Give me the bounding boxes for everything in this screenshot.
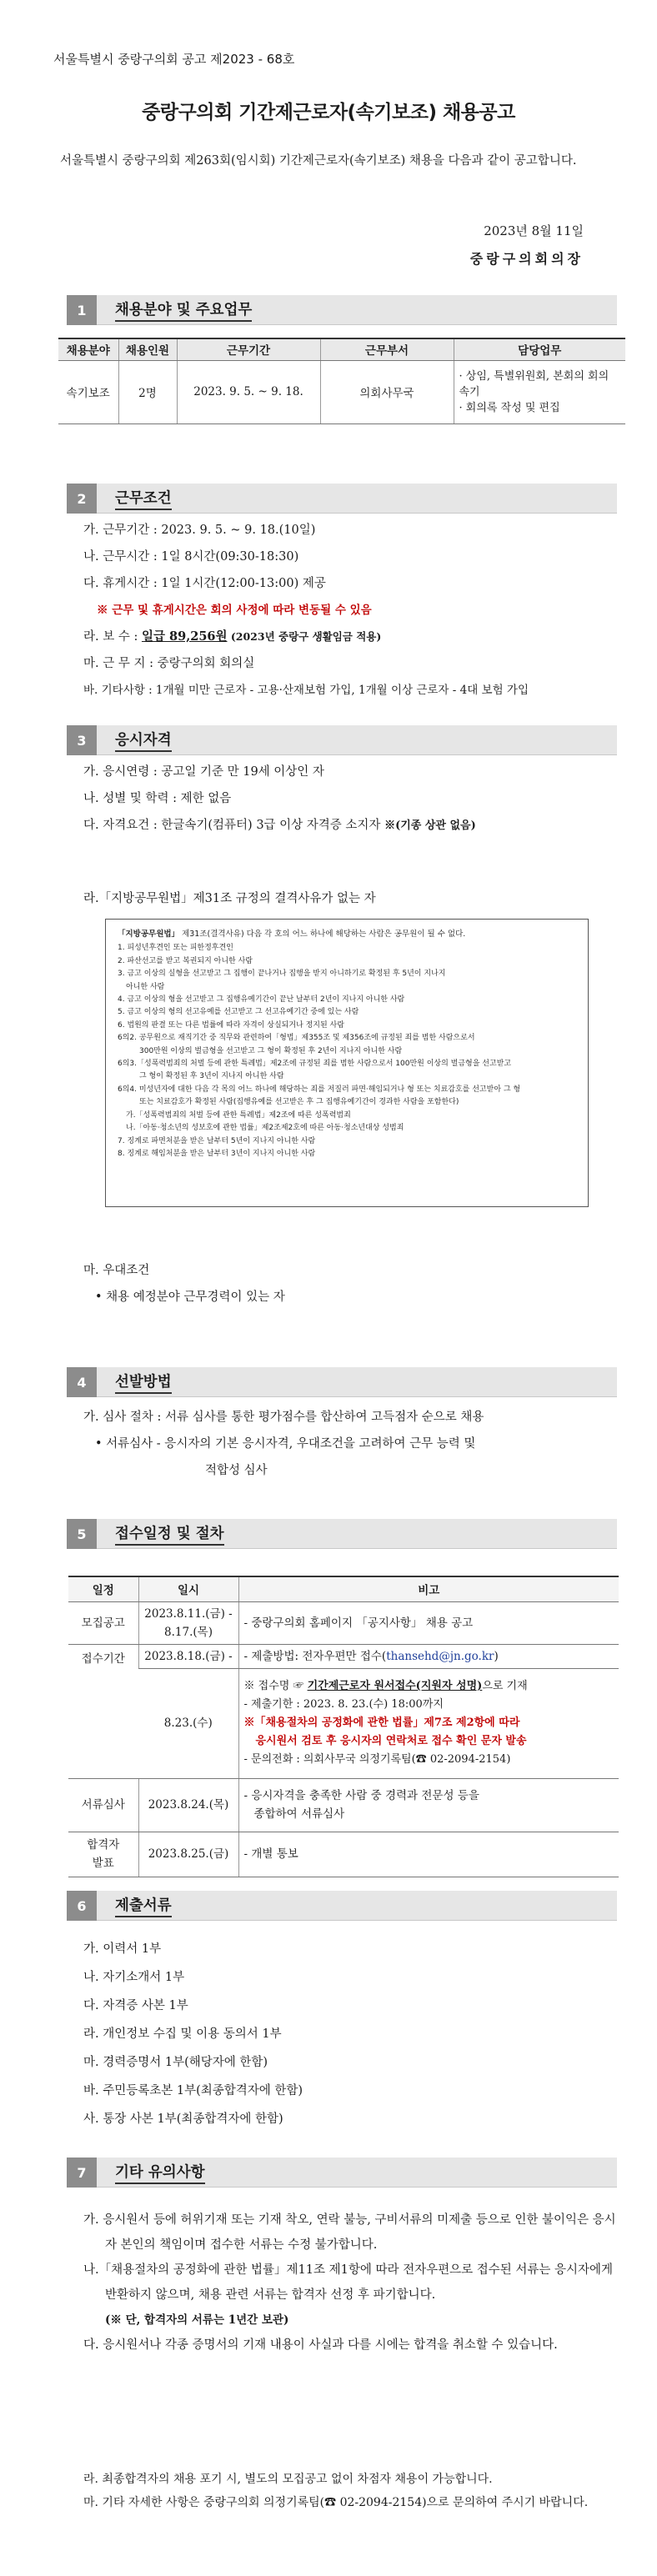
col-header: 비고 xyxy=(238,1576,619,1601)
condition-pay xyxy=(83,624,617,650)
list-item: 가.「성폭력범죄의 처벌 등에 관한 특례법」제2조에 따른 성폭력범죄 xyxy=(126,1110,351,1120)
cell-note: - 개별 통보 xyxy=(238,1832,619,1877)
list-item: 아니한 사람 xyxy=(126,982,165,991)
section-title: 접수일정 및 절차 xyxy=(115,1522,224,1546)
section-title: 근무조건 xyxy=(115,487,172,510)
col-header: 일시 xyxy=(138,1576,238,1601)
section-header-1 xyxy=(67,295,617,325)
cell-date: 2023.8.25.(금) xyxy=(138,1832,238,1877)
list-item: 4. 금고 이상의 형을 선고받고 그 집행유예기간이 끝난 날부터 2년이 지나지 아니한 사람 xyxy=(118,995,405,1005)
list-item: 6의4. 미성년자에 대한 다음 각 목의 어느 하나에 해당하는 죄를 저질러 파면·해임되거나 형 또는 치료감호를 선고받아 그 형 xyxy=(118,1085,521,1094)
qual-preferred-item: • 채용 예정분야 근무경력이 있는 자 xyxy=(95,1291,285,1304)
date-start: 2023.8.11.(금) - xyxy=(144,1606,233,1621)
note-item: 나.「채용절차의 공정화에 관한 법률」제11조 제1항에 따라 전자우편으로 접수된 서류는 응시자에게 반환하지 않으며, 채용 관련 서류는 합격자 선정 후 파기합니다. xyxy=(83,2263,614,2302)
list-item: 1. 피성년후견인 또는 피한정후견인 xyxy=(118,944,233,953)
list-item: 그 형이 확정된 후 3년이 지나지 아니한 사람 xyxy=(139,1072,284,1081)
list-item: 가. 이력서 1부 xyxy=(83,1942,162,1956)
condition-break: 다. 휴게시간 : 1일 1시간(12:00-13:00) 제공 xyxy=(83,577,326,590)
col-header: 근무기간 xyxy=(177,338,320,360)
col-header: 근무부서 xyxy=(320,338,454,360)
schedule-table xyxy=(68,1576,619,1877)
section-number: 1 xyxy=(67,295,97,325)
condition-etc: 바. 기타사항 : 1개월 미만 근로자 - 고용·산재보험 가입, 1개월 이상 근로자 - 4대 보험 가입 xyxy=(83,684,529,697)
cell-date xyxy=(138,1601,238,1644)
col-header: 담당업무 xyxy=(454,338,625,360)
qual-preferred: 마. 우대조건 xyxy=(83,1264,150,1277)
condition-hours: 나. 근무시간 : 1일 8시간(09:30-18:30) xyxy=(83,550,299,564)
issuer: 중랑구의회의장 xyxy=(469,251,584,267)
intro-paragraph: 서울특별시 중랑구의회 제263회(임시회) 기간제근로자(속기보조) 채용을 다음과 같이 공고합니다. xyxy=(60,154,577,168)
note-item: 가. 응시원서 등에 허위기재 또는 기재 착오, 연락 불능, 구비서류의 미제출 등으로 인한 불이익은 응시자 본인의 책임이며 접수한 서류는 수정 불가합니다. xyxy=(83,2213,616,2252)
list-item: 8. 징계로 해임처분을 받은 날부터 3년이 지나지 아니한 사람 xyxy=(118,1149,316,1158)
cell-dept: 의회사무국 xyxy=(320,360,454,423)
cell-date: 2023.8.18.(금) - xyxy=(138,1644,238,1668)
table-row xyxy=(58,360,625,423)
list-item: 마. 경력증명서 1부(해당자에 한함) xyxy=(83,2056,268,2069)
pay-note: (2023년 중랑구 생활임금 적용) xyxy=(227,630,382,643)
col-header: 채용인원 xyxy=(118,338,177,360)
section-header-3 xyxy=(67,725,617,755)
selection-process: 가. 심사 절차 : 서류 심사를 통한 평가점수를 합산하여 고득점자 순으로 채용 xyxy=(83,1411,484,1424)
section-number: 5 xyxy=(67,1519,97,1549)
cell-date: 8.23.(수) xyxy=(138,1668,238,1778)
section-number: 7 xyxy=(67,2158,97,2188)
condition-note: ※ 근무 및 휴게시간은 회의 사정에 따라 변동될 수 있음 xyxy=(97,604,372,617)
document-title: 중랑구의회 기간제근로자(속기보조) 채용공고 xyxy=(142,102,515,123)
section-header-5 xyxy=(67,1519,617,1549)
note-text: ※ 접수명 ☞ xyxy=(243,1680,308,1692)
qual-disqualification: 라.「지방공무원법」제31조 규정의 결격사유가 없는 자 xyxy=(83,892,376,905)
note-line xyxy=(244,1677,614,1696)
cell-note xyxy=(238,1778,619,1832)
cell-stage: 모집공고 xyxy=(68,1601,138,1644)
law-article: 제31조(결격사유) 다음 각 호의 어느 하나에 해당하는 사람은 공무원이 될 수 없다. xyxy=(179,930,466,939)
selection-document-review-cont: 적합성 심사 xyxy=(205,1464,268,1477)
list-item: 6. 법원의 판결 또는 다른 법률에 따라 자격이 상실되거나 정지된 사람 xyxy=(118,1020,344,1030)
note-line: - 문의전화 : 의회사무국 의정기록팀(☎ 02-2094-2154) xyxy=(243,1753,511,1766)
list-item: 또는 치료감호가 확정된 사람(집행유예를 선고받은 후 그 집행유예기간이 경과한 사람을 포함한다) xyxy=(139,1098,459,1107)
section-title: 선발방법 xyxy=(115,1371,172,1394)
list-item: 사. 통장 사본 1부(최종합격자에 한함) xyxy=(83,2112,283,2126)
note-line: - 응시자격을 충족한 사람 중 경력과 전문성 등을 xyxy=(243,1789,479,1802)
section-header-6 xyxy=(67,1891,617,1921)
note-item-emphasis: (※ 단, 합격자의 서류는 1년간 보관) xyxy=(105,2313,289,2327)
cell-stage: 접수기간 xyxy=(68,1644,138,1778)
work-conditions xyxy=(83,517,617,704)
note-line: - 제출기한 : 2023. 8. 23.(수) 18:00까지 xyxy=(243,1698,444,1711)
list-item: 6의2. 공무원으로 재직기간 중 직무와 관련하여「형법」제355조 및 제356조에 규정된 죄를 범한 사람으로서 xyxy=(118,1034,475,1043)
list-item: 나. 자기소개서 1부 xyxy=(83,1971,185,1984)
table-row xyxy=(68,1668,619,1778)
section-number: 4 xyxy=(67,1367,97,1397)
subject-format: 기간제근로자 원서접수(지원자 성명) xyxy=(307,1680,483,1692)
table-row xyxy=(68,1832,619,1877)
cell-note xyxy=(238,1668,619,1778)
table-row xyxy=(68,1601,619,1644)
note-line: 응시원서 검토 후 응시자의 연락처로 접수 확인 문자 발송 xyxy=(255,1735,527,1747)
note-line: ※「채용절차의 공정화에 관한 법률」제7조 제2항에 따라 xyxy=(243,1716,520,1729)
pay-label: 라. 보 수 : xyxy=(83,630,142,644)
disqualification-box xyxy=(105,919,589,1207)
list-item: 3. 금고 이상의 실형을 선고받고 그 집행이 끝나거나 집행을 받지 아니하기로 확정된 후 5년이 지나지 xyxy=(118,970,446,979)
other-notes-2 xyxy=(83,2468,617,2514)
license-text: 다. 자격요건 : 한글속기(컴퓨터) 3급 이상 자격증 소지자 xyxy=(83,819,385,832)
note-text: ) xyxy=(494,1649,499,1663)
note-line: 종합하여 서류심사 xyxy=(253,1807,345,1821)
cell-stage: 서류심사 xyxy=(68,1778,138,1832)
pay-amount: 일급 89,256원 xyxy=(141,629,228,644)
selection-method xyxy=(83,1404,617,1484)
note-item: 다. 응시원서나 각종 증명서의 기재 내용이 사실과 다를 시에는 합격을 취소할 수 있습니다. xyxy=(83,2338,558,2352)
section-header-2 xyxy=(67,484,617,514)
section-title: 기타 유의사항 xyxy=(115,2161,205,2184)
condition-location: 마. 근 무 지 : 중랑구의회 회의실 xyxy=(83,657,255,670)
duty-item: · 회의록 작성 및 편집 xyxy=(459,401,560,414)
preferred-conditions xyxy=(83,1257,617,1311)
other-notes xyxy=(83,2208,617,2358)
col-header: 일정 xyxy=(68,1576,138,1601)
table-row xyxy=(68,1644,619,1668)
cell-stage xyxy=(68,1832,138,1877)
list-item: 2. 파산선고를 받고 복권되지 아니한 사람 xyxy=(118,956,253,965)
stage-name: 발표 xyxy=(92,1857,114,1870)
section-title: 채용분야 및 주요업무 xyxy=(115,298,252,322)
section-header-7 xyxy=(67,2158,617,2188)
required-documents xyxy=(83,1936,617,2134)
table-row xyxy=(68,1778,619,1832)
notice-number: 서울특별시 중랑구의회 공고 제2023 - 68호 xyxy=(53,52,295,67)
note-text: 으로 기재 xyxy=(482,1680,528,1692)
section-title: 제출서류 xyxy=(115,1894,172,1917)
license-note: ※(기종 상관 없음) xyxy=(384,819,476,832)
law-name: 「지방공무원법」 xyxy=(118,930,180,939)
stage-name: 합격자 xyxy=(87,1838,120,1852)
col-header: 채용분야 xyxy=(58,338,118,360)
cell-count: 2명 xyxy=(118,360,177,423)
duty-item: · 상임, 특별위원회, 본회의 회의 속기 xyxy=(459,369,609,398)
section-number: 2 xyxy=(67,484,97,514)
qualifications xyxy=(83,759,617,839)
issue-date: 2023년 8월 11일 xyxy=(484,223,584,238)
email-address: thansehd@jn.go.kr xyxy=(386,1649,494,1663)
cell-note: - 중랑구의회 홈페이지 「공지사항」 채용 공고 xyxy=(238,1601,619,1644)
note-item: 마. 기타 자세한 사항은 중랑구의회 의정기록팀(☎ 02-2094-2154)으로 문의하여 주시기 바랍니다. xyxy=(83,2496,589,2509)
section-title: 응시자격 xyxy=(115,729,172,752)
cell-field: 속기보조 xyxy=(58,360,118,423)
list-item: 6의3.「성폭력범죄의 처벌 등에 관한 특례법」제2조에 규정된 죄를 범한 사람으로서 100만원 이상의 벌금형을 선고받고 xyxy=(118,1060,512,1069)
list-item: 7. 징계로 파면처분을 받은 날부터 5년이 지나지 아니한 사람 xyxy=(118,1136,316,1145)
section-number: 6 xyxy=(67,1891,97,1921)
note-text: - 제출방법: 전자우편만 접수( xyxy=(243,1649,387,1663)
cell-date: 2023.8.24.(목) xyxy=(138,1778,238,1832)
qual-gender-edu: 나. 성별 및 학력 : 제한 없음 xyxy=(83,792,232,805)
list-item: 5. 금고 이상의 형의 선고유예를 선고받고 그 선고유예기간 중에 있는 사람 xyxy=(118,1008,359,1017)
selection-document-review: • 서류심사 - 응시자의 기본 응시자격, 우대조건을 고려하여 근무 능력 및 xyxy=(95,1437,476,1451)
section-header-4 xyxy=(67,1367,617,1397)
list-item: 나.「아동·청소년의 성보호에 관한 법률」제2조제2호에 따른 아동·청소년대상 성범죄 xyxy=(126,1124,404,1133)
recruitment-table xyxy=(58,338,625,424)
cell-note xyxy=(238,1644,619,1668)
qual-license xyxy=(83,812,617,839)
qual-age: 가. 응시연령 : 공고일 기준 만 19세 이상인 자 xyxy=(83,765,324,779)
cell-duty xyxy=(454,360,625,423)
note-item: 라. 최종합격자의 채용 포기 시, 별도의 모집공고 없이 차점자 채용이 가능합니다. xyxy=(83,2473,493,2486)
condition-period: 가. 근무기간 : 2023. 9. 5. ~ 9. 18.(10일) xyxy=(83,524,316,537)
list-item: 라. 개인정보 수집 및 이용 동의서 1부 xyxy=(83,2027,282,2041)
list-item: 바. 주민등록초본 1부(최종합격자에 한함) xyxy=(83,2084,303,2097)
cell-period: 2023. 9. 5. ~ 9. 18. xyxy=(177,360,320,423)
list-item: 300만원 이상의 벌금형을 선고받고 그 형이 확정된 후 2년이 지나지 아니한 사람 xyxy=(139,1046,403,1055)
date-end: 8.17.(목) xyxy=(164,1625,213,1639)
section-number: 3 xyxy=(67,725,97,755)
list-item: 다. 자격증 사본 1부 xyxy=(83,1999,188,2012)
